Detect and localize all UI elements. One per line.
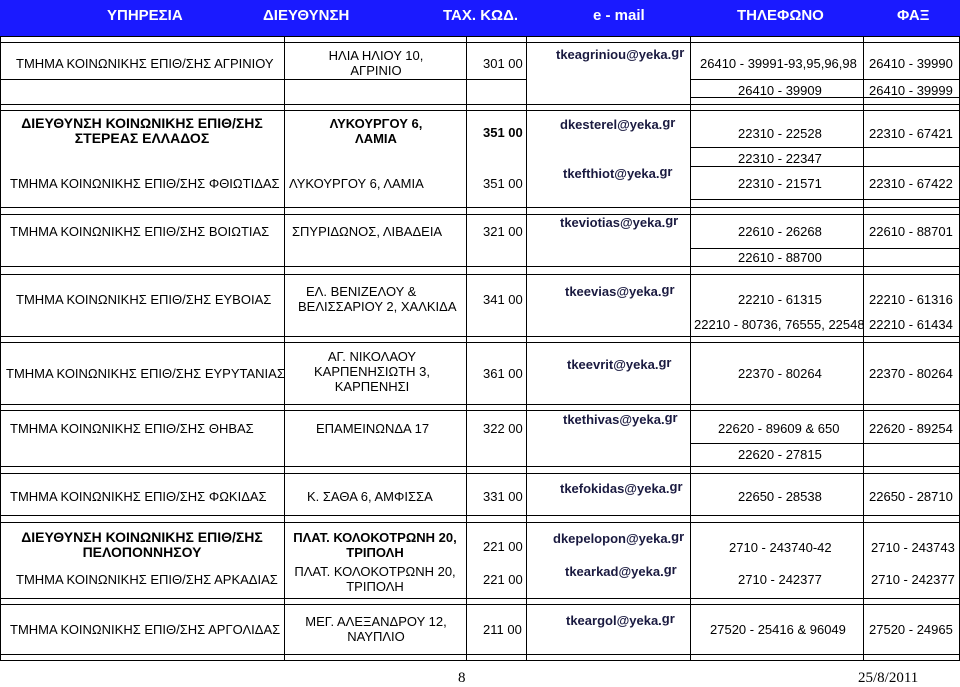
email-link[interactable]: tkefthiot@yeka.gr [563,164,673,181]
address: Κ. ΣΑΘΑ 6, ΑΜΦΙΣΣΑ [307,489,433,504]
header-service: ΥΠΗΡΕΣΙΑ [107,7,183,24]
phone: 2710 - 242377 [738,572,822,587]
table-header [0,0,960,36]
fax: 26410 - 39990 [869,56,953,71]
email-link[interactable]: dkesterel@yeka.gr [560,115,676,132]
header-phone: ΤΗΛΕΦΩΝΟ [737,7,824,24]
phone: 26410 - 39909 [738,83,822,98]
postcode: 331 00 [483,489,523,504]
address: ΛΥΚΟΥΡΓΟΥ 6, ΛΑΜΙΑ [329,116,423,146]
email-link[interactable]: tkearkad@yeka.gr [565,562,677,579]
page-number: 8 [458,670,466,686]
postcode: 221 00 [483,539,523,554]
fax: 22620 - 89254 [869,421,953,436]
phone: 22370 - 80264 [738,366,822,381]
fax: 22370 - 80264 [869,366,953,381]
phone: 26410 - 39991-93,95,96,98 [700,56,857,71]
address: ΣΠΥΡΙΔΩΝΟΣ, ΛΙΒΑΔΕΙΑ [292,224,443,239]
phone: 27520 - 25416 & 96049 [710,622,846,637]
address: ΜΕΓ. ΑΛΕΞΑΝΔΡΟΥ 12, ΝΑΥΠΛΙΟ [305,614,447,644]
fax: 22650 - 28710 [869,489,953,504]
header-email: e - mail [593,7,645,24]
phone: 22610 - 88700 [738,250,822,265]
service-name: ΤΜΗΜΑ ΚΟΙΝΩΝΙΚΗΣ ΕΠΙΘ/ΣΗΣ ΑΡΚΑΔΙΑΣ [16,572,278,587]
service-name: ΔΙΕΥΘΥΝΣΗ ΚΟΙΝΩΝΙΚΗΣ ΕΠΙΘ/ΣΗΣ ΣΤΕΡΕΑΣ ΕΛΛΑΔΟΣ [21,115,263,146]
postcode: 211 00 [483,622,522,637]
fax: 22210 - 61434 [869,317,953,332]
phone: 22210 - 80736, 76555, 22548 [694,317,865,332]
phone: 22310 - 22347 [738,151,822,166]
service-name: ΤΜΗΜΑ ΚΟΙΝΩΝΙΚΗΣ ΕΠΙΘ/ΣΗΣ ΦΘΙΩΤΙΔΑΣ [10,176,280,191]
email-link[interactable]: tkefokidas@yeka.gr [560,479,683,496]
fax: 22210 - 61316 [869,292,953,307]
postcode: 322 00 [483,421,523,436]
fax: 2710 - 243743 [871,540,955,555]
email-link[interactable]: tkeargol@yeka.gr [566,611,675,628]
fax: 22310 - 67422 [869,176,953,191]
phone: 22310 - 21571 [738,176,822,191]
email-link[interactable]: tkeagriniou@yeka.gr [556,45,685,62]
email-link[interactable]: dkepelopon@yeka.gr [553,529,685,546]
service-name: ΤΜΗΜΑ ΚΟΙΝΩΝΙΚΗΣ ΕΠΙΘ/ΣΗΣ ΒΟΙΩΤΙΑΣ [10,224,270,239]
service-name: ΤΜΗΜΑ ΚΟΙΝΩΝΙΚΗΣ ΕΠΙΘ/ΣΗΣ ΕΥΡΥΤΑΝΙΑΣ [6,366,285,381]
phone: 22620 - 27815 [738,447,822,462]
service-name: ΤΜΗΜΑ ΚΟΙΝΩΝΙΚΗΣ ΕΠΙΘ/ΣΗΣ ΑΡΓΟΛΙΔΑΣ [10,622,281,637]
email-link[interactable]: tkeevrit@yeka.gr [567,355,672,372]
phone: 2710 - 243740-42 [729,540,832,555]
service-name: ΤΜΗΜΑ ΚΟΙΝΩΝΙΚΗΣ ΕΠΙΘ/ΣΗΣ ΕΥΒΟΙΑΣ [16,292,272,307]
postcode: 351 00 [483,176,523,191]
address: ΗΛΙΑ ΗΛΙΟΥ 10, ΑΓΡΙΝΙΟ [328,48,424,78]
email-link[interactable]: tkeviotias@yeka.gr [560,213,679,230]
phone: 22620 - 89609 & 650 [718,421,840,436]
service-name: ΤΜΗΜΑ ΚΟΙΝΩΝΙΚΗΣ ΕΠΙΘ/ΣΗΣ ΦΩΚΙΔΑΣ [10,489,267,504]
address: ΠΛΑΤ. ΚΟΛΟΚΟΤΡΩΝΗ 20, ΤΡΙΠΟΛΗ [294,564,456,594]
postcode: 351 00 [483,125,523,140]
email-link[interactable]: tkeevias@yeka.gr [565,282,675,299]
postcode: 321 00 [483,224,523,239]
service-name: ΤΜΗΜΑ ΚΟΙΝΩΝΙΚΗΣ ΕΠΙΘ/ΣΗΣ ΑΓΡΙΝΙΟΥ [16,56,274,71]
address: ΛΥΚΟΥΡΓΟΥ 6, ΛΑΜΙΑ [289,176,424,191]
fax: 27520 - 24965 [869,622,953,637]
header-postcode: ΤΑΧ. ΚΩΔ. [443,7,519,24]
service-name: ΤΜΗΜΑ ΚΟΙΝΩΝΙΚΗΣ ΕΠΙΘ/ΣΗΣ ΘΗΒΑΣ [10,421,254,436]
email-link[interactable]: tkethivas@yeka.gr [563,410,678,427]
service-name: ΔΙΕΥΘΥΝΣΗ ΚΟΙΝΩΝΙΚΗΣ ΕΠΙΘ/ΣΗΣ ΠΕΛΟΠΟΝΝΗΣΟΥ [21,529,263,560]
address: ΠΛΑΤ. ΚΟΛΟΚΟΤΡΩΝΗ 20, ΤΡΙΠΟΛΗ [293,530,457,560]
postcode: 301 00 [483,56,523,71]
phone: 22210 - 61315 [738,292,822,307]
address: ΑΓ. ΝΙΚΟΛΑΟΥ ΚΑΡΠΕΝΗΣΙΩΤΗ 3, ΚΑΡΠΕΝΗΣΙ [314,349,430,394]
postcode: 361 00 [483,366,523,381]
postcode: 341 00 [483,292,523,307]
fax: 2710 - 242377 [871,572,955,587]
fax: 22310 - 67421 [869,126,953,141]
address: ΕΛ. ΒΕΝΙΖΕΛΟΥ & ΒΕΛΙΣΣΑΡΙΟΥ 2, ΧΑΛΚΙΔΑ [298,284,457,314]
phone: 22610 - 26268 [738,224,822,239]
fax: 26410 - 39999 [869,83,953,98]
phone: 22650 - 28538 [738,489,822,504]
header-address: ΔΙΕΥΘΥΝΣΗ [263,7,350,24]
phone: 22310 - 22528 [738,126,822,141]
fax: 22610 - 88701 [869,224,953,239]
postcode: 221 00 [483,572,523,587]
header-fax: ΦΑΞ [897,7,930,24]
address: ΕΠΑΜΕΙΝΩΝΔΑ 17 [316,421,430,436]
document-date: 25/8/2011 [858,670,919,686]
